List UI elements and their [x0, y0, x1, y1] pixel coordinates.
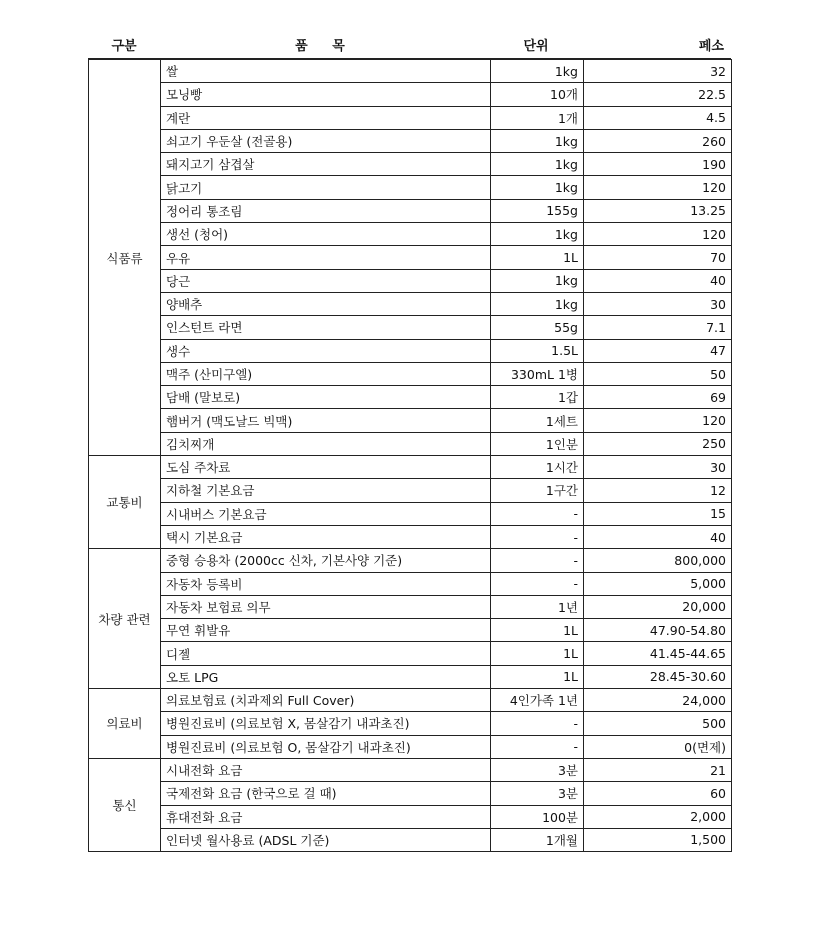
unit-cell: 1인분	[491, 432, 584, 455]
unit-cell: 1개월	[491, 828, 584, 851]
unit-cell: 1갑	[491, 386, 584, 409]
item-cell: 우유	[161, 246, 491, 269]
item-cell: 병원진료비 (의료보험 X, 몸살감기 내과초진)	[161, 712, 491, 735]
unit-cell: 1세트	[491, 409, 584, 432]
category-cell: 교통비	[89, 456, 161, 549]
price-cell: 41.45-44.65	[584, 642, 732, 665]
price-cell: 800,000	[584, 549, 732, 572]
table-row	[89, 665, 732, 688]
price-cell: 7.1	[584, 316, 732, 339]
table-row	[89, 712, 732, 735]
table-row	[89, 572, 732, 595]
item-cell: 생선 (청어)	[161, 223, 491, 246]
unit-cell: 1.5L	[491, 339, 584, 362]
unit-cell: -	[491, 549, 584, 572]
table-row	[89, 758, 732, 781]
price-cell: 28.45-30.60	[584, 665, 732, 688]
price-cell: 250	[584, 432, 732, 455]
price-cell: 13.25	[584, 199, 732, 222]
unit-cell: 1kg	[491, 60, 584, 83]
item-cell: 중형 승용차 (2000cc 신차, 기본사양 기준)	[161, 549, 491, 572]
table-row	[89, 549, 732, 572]
table-row	[89, 409, 732, 432]
item-cell: 닭고기	[161, 176, 491, 199]
unit-cell: 3분	[491, 758, 584, 781]
table-row	[89, 432, 732, 455]
table-row	[89, 525, 732, 548]
table-row	[89, 83, 732, 106]
item-cell: 정어리 통조림	[161, 199, 491, 222]
table-row	[89, 269, 732, 292]
item-cell: 시내전화 요금	[161, 758, 491, 781]
price-cell: 120	[584, 409, 732, 432]
table-header	[88, 31, 730, 55]
table-row	[89, 805, 732, 828]
price-cell: 22.5	[584, 83, 732, 106]
price-table	[88, 59, 732, 852]
item-cell: 오토 LPG	[161, 665, 491, 688]
price-cell: 40	[584, 269, 732, 292]
price-cell: 47.90-54.80	[584, 619, 732, 642]
category-cell: 차량 관련	[89, 549, 161, 689]
price-cell: 21	[584, 758, 732, 781]
item-cell: 인터넷 월사용료 (ADSL 기준)	[161, 828, 491, 851]
unit-cell: 1L	[491, 619, 584, 642]
unit-cell: 1kg	[491, 129, 584, 152]
table-row	[89, 60, 732, 83]
table-row	[89, 362, 732, 385]
price-cell: 4.5	[584, 106, 732, 129]
table-row	[89, 316, 732, 339]
item-cell: 쇠고기 우둔살 (전골용)	[161, 129, 491, 152]
price-cell: 50	[584, 362, 732, 385]
item-cell: 양배추	[161, 292, 491, 315]
unit-cell: -	[491, 502, 584, 525]
item-cell: 햄버거 (맥도날드 빅맥)	[161, 409, 491, 432]
table-row	[89, 129, 732, 152]
price-cell: 12	[584, 479, 732, 502]
price-cell: 70	[584, 246, 732, 269]
category-cell: 식품류	[89, 60, 161, 456]
item-cell: 당근	[161, 269, 491, 292]
unit-cell: 1kg	[491, 176, 584, 199]
table-row	[89, 106, 732, 129]
item-cell: 의료보험료 (치과제외 Full Cover)	[161, 689, 491, 712]
unit-cell: 1구간	[491, 479, 584, 502]
item-cell: 김치찌개	[161, 432, 491, 455]
header-item: 품 목	[295, 39, 355, 54]
unit-cell: 1L	[491, 642, 584, 665]
header-unit: 단위	[523, 39, 549, 54]
unit-cell: 155g	[491, 199, 584, 222]
table-row	[89, 153, 732, 176]
price-cell: 15	[584, 502, 732, 525]
table-row	[89, 689, 732, 712]
unit-cell: -	[491, 735, 584, 758]
table-row	[89, 595, 732, 618]
item-cell: 도심 주차료	[161, 456, 491, 479]
item-cell: 생수	[161, 339, 491, 362]
header-price: 페소	[698, 39, 724, 54]
unit-cell: -	[491, 712, 584, 735]
price-cell: 30	[584, 456, 732, 479]
unit-cell: 55g	[491, 316, 584, 339]
item-cell: 모닝빵	[161, 83, 491, 106]
price-cell: 190	[584, 153, 732, 176]
price-cell: 40	[584, 525, 732, 548]
price-cell: 24,000	[584, 689, 732, 712]
price-cell: 260	[584, 129, 732, 152]
table-row	[89, 782, 732, 805]
item-cell: 무연 휘발유	[161, 619, 491, 642]
category-cell: 통신	[89, 758, 161, 851]
table-row	[89, 386, 732, 409]
unit-cell: 3분	[491, 782, 584, 805]
header-category: 구분	[111, 39, 137, 54]
price-cell: 500	[584, 712, 732, 735]
table-row	[89, 828, 732, 851]
category-cell: 의료비	[89, 689, 161, 759]
unit-cell: 1시간	[491, 456, 584, 479]
item-cell: 인스턴트 라면	[161, 316, 491, 339]
unit-cell: 1년	[491, 595, 584, 618]
unit-cell: -	[491, 572, 584, 595]
table-row	[89, 735, 732, 758]
unit-cell: 1개	[491, 106, 584, 129]
price-cell: 120	[584, 176, 732, 199]
item-cell: 지하철 기본요금	[161, 479, 491, 502]
price-cell: 32	[584, 60, 732, 83]
price-cell: 2,000	[584, 805, 732, 828]
price-cell: 30	[584, 292, 732, 315]
item-cell: 계란	[161, 106, 491, 129]
table-row	[89, 292, 732, 315]
item-cell: 돼지고기 삼겹살	[161, 153, 491, 176]
unit-cell: 1kg	[491, 153, 584, 176]
item-cell: 국제전화 요금 (한국으로 걸 때)	[161, 782, 491, 805]
table-row	[89, 479, 732, 502]
item-cell: 병원진료비 (의료보험 O, 몸살감기 내과초진)	[161, 735, 491, 758]
unit-cell: -	[491, 525, 584, 548]
table-row	[89, 642, 732, 665]
price-cell: 0(면제)	[584, 735, 732, 758]
item-cell: 자동차 보험료 의무	[161, 595, 491, 618]
table-row	[89, 176, 732, 199]
table-body	[89, 60, 732, 852]
price-cell: 47	[584, 339, 732, 362]
unit-cell: 10개	[491, 83, 584, 106]
price-cell: 5,000	[584, 572, 732, 595]
table-row	[89, 246, 732, 269]
price-cell: 69	[584, 386, 732, 409]
price-cell: 1,500	[584, 828, 732, 851]
unit-cell: 1L	[491, 246, 584, 269]
price-cell: 20,000	[584, 595, 732, 618]
table-row	[89, 199, 732, 222]
table-row	[89, 502, 732, 525]
unit-cell: 1kg	[491, 269, 584, 292]
table-row	[89, 456, 732, 479]
item-cell: 택시 기본요금	[161, 525, 491, 548]
unit-cell: 1L	[491, 665, 584, 688]
item-cell: 디젤	[161, 642, 491, 665]
unit-cell: 1kg	[491, 223, 584, 246]
price-cell: 120	[584, 223, 732, 246]
unit-cell: 330mL 1병	[491, 362, 584, 385]
unit-cell: 100분	[491, 805, 584, 828]
item-cell: 맥주 (산미구엘)	[161, 362, 491, 385]
item-cell: 자동차 등록비	[161, 572, 491, 595]
table-row	[89, 339, 732, 362]
item-cell: 쌀	[161, 60, 491, 83]
unit-cell: 1kg	[491, 292, 584, 315]
item-cell: 시내버스 기본요금	[161, 502, 491, 525]
unit-cell: 4인가족 1년	[491, 689, 584, 712]
table-row	[89, 619, 732, 642]
price-cell: 60	[584, 782, 732, 805]
item-cell: 휴대전화 요금	[161, 805, 491, 828]
table-row	[89, 223, 732, 246]
item-cell: 담배 (말보로)	[161, 386, 491, 409]
